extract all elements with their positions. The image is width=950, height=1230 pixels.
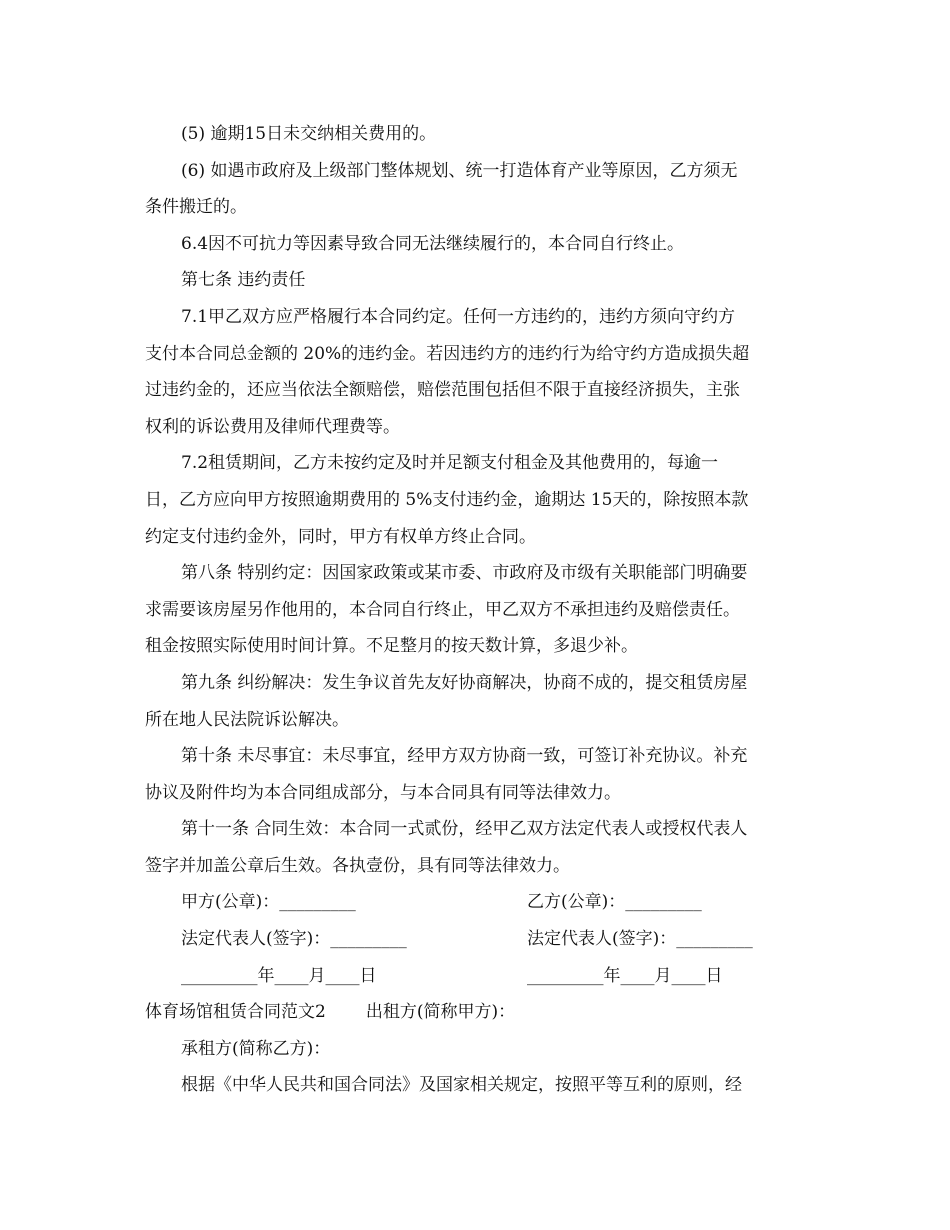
- lessor-label: 出租方(简称甲方)：: [365, 1002, 516, 1023]
- article-8-line-3: 租金按照实际使用时间计算。不足整月的按天数计算，多退少补。: [145, 636, 638, 657]
- clause-7-1-line-2: 支付本合同总金额的 20%的违约金。若因违约方的违约行为给守约方造成损失超: [145, 343, 750, 364]
- clause-6-3-6-line-1: (6) 如遇市政府及上级部门整体规划、统一打造体育产业等原因，乙方须无: [181, 160, 738, 181]
- article-9-line-1: 第九条 纠纷解决：发生争议首先友好协商解决，协商不成的，提交租赁房屋: [181, 672, 748, 693]
- clause-7-2-line-1: 7.2租赁期间，乙方未按约定及时并足额支付租金及其他费用的，每逾一: [181, 453, 719, 474]
- clause-7-1-line-3: 过违约金的，还应当依法全额赔偿，赔偿范围包括但不限于直接经济损失，主张: [145, 380, 740, 401]
- party-a-date: _________年____月____日: [181, 965, 377, 986]
- party-a-seal: 甲方(公章)：_________: [181, 892, 356, 913]
- party-b-representative: 法定代表人(签字)：_________: [527, 929, 753, 950]
- next-contract-title: 体育场馆租赁合同范文2: [145, 1002, 326, 1023]
- document-body: [145, 116, 805, 1104]
- signature-row-date: [145, 958, 805, 995]
- clause-7-1-line-4: 权利的诉讼费用及律师代理费等。: [145, 416, 400, 437]
- article-8-line-1: 第八条 特别约定：因国家政策或某市委、市政府及市级有关职能部门明确要: [181, 563, 748, 584]
- article-8-line-2: 求需要该房屋另作他用的，本合同自行终止，甲乙双方不承担违约及赔偿责任。: [145, 599, 740, 620]
- signature-row-seal: [145, 884, 805, 921]
- article-7-title: 第七条 违约责任: [181, 270, 306, 291]
- next-contract-intro: 根据《中华人民共和国合同法》及国家相关规定，按照平等互利的原则，经: [181, 1075, 742, 1096]
- clause-6-4: 6.4因不可抗力等因素导致合同无法继续履行的，本合同自行终止。: [181, 233, 685, 254]
- article-9-line-2: 所在地人民法院诉讼解决。: [145, 709, 349, 730]
- lessee-label: 承租方(简称乙方)：: [181, 1038, 331, 1059]
- clause-7-2-line-2: 日，乙方应向甲方按照逾期费用的 5%支付违约金，逾期达 15天的，除按照本款: [145, 489, 749, 510]
- party-b-date: _________年____月____日: [527, 965, 723, 986]
- signature-row-representative: [145, 921, 805, 958]
- clause-7-1-line-1: 7.1甲乙双方应严格履行本合同约定。任何一方违约的，违约方须向守约方: [181, 306, 736, 327]
- clause-6-3-6-line-2: 条件搬迁的。: [145, 197, 247, 218]
- next-contract-heading: [145, 994, 805, 1031]
- article-11-line-1: 第十一条 合同生效：本合同一式贰份，经甲乙双方法定代表人或授权代表人: [181, 819, 748, 840]
- clause-6-3-5: (5) 逾期15日未交纳相关费用的。: [181, 124, 437, 144]
- article-10-line-1: 第十条 未尽事宜：未尽事宜，经甲方双方协商一致，可签订补充协议。补充: [181, 746, 748, 767]
- party-b-seal: 乙方(公章)：_________: [527, 892, 702, 913]
- article-10-line-2: 协议及附件均为本合同组成部分，与本合同具有同等法律效力。: [145, 782, 621, 803]
- clause-7-2-line-3: 约定支付违约金外，同时，甲方有权单方终止合同。: [145, 526, 536, 547]
- party-a-representative: 法定代表人(签字)：_________: [181, 929, 407, 950]
- article-11-line-2: 签字并加盖公章后生效。各执壹份，具有同等法律效力。: [145, 855, 570, 876]
